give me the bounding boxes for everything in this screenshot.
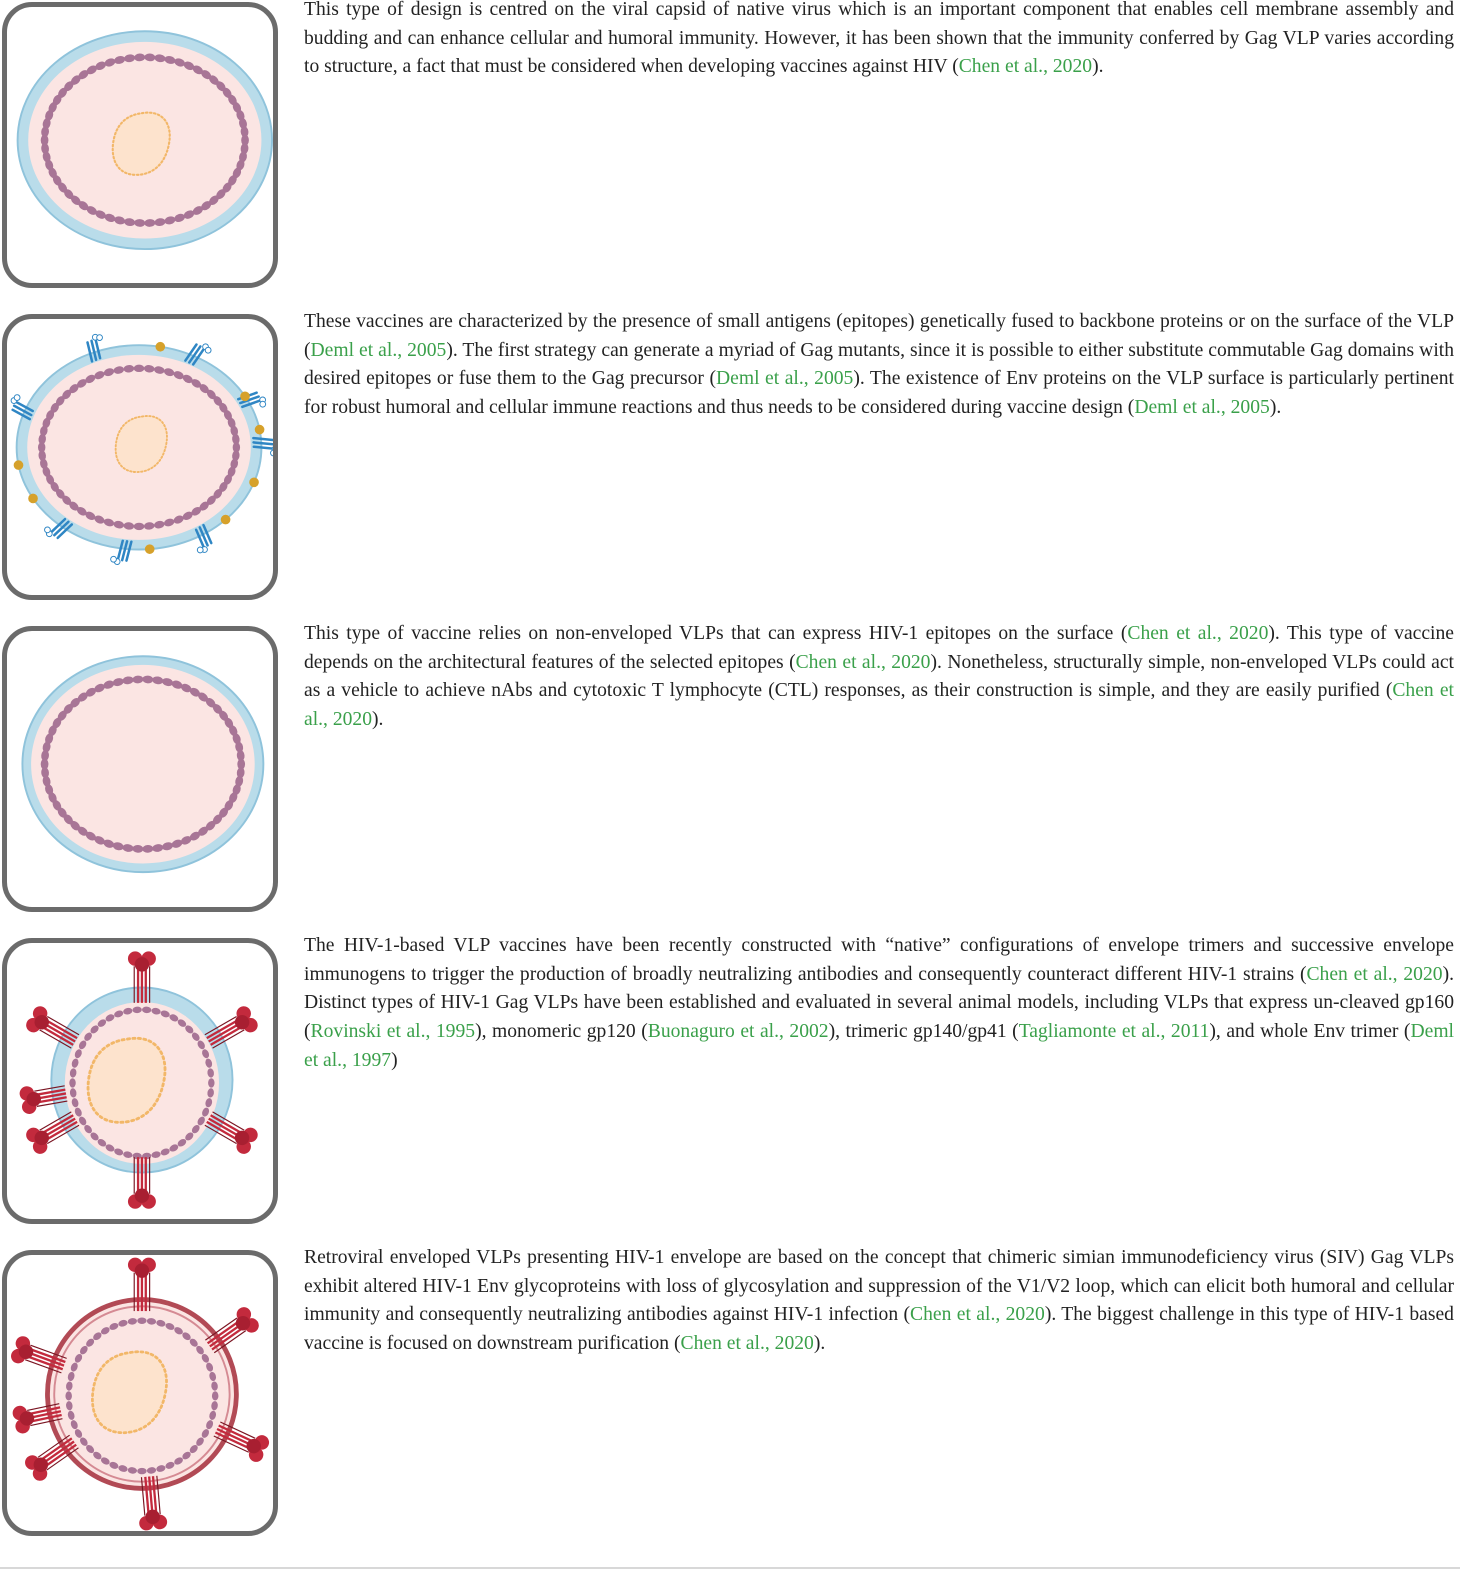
row-description [304, 620, 1454, 735]
body-text: ). Nonetheless, structurally simple, non-enveloped VLPs could act as a vehicle to achieve nAbs and cytotoxic T lymphocyte (CTL) responses, as their construction is simple, and they are easily purified ( [304, 651, 1454, 702]
retroviral-enveloped-vlp-diagram [7, 1255, 273, 1531]
citation-link[interactable]: Deml et al., 2005 [1134, 397, 1270, 419]
gold-epitope-dot [14, 460, 24, 470]
citation-link[interactable]: Chen et al., 2020 [958, 56, 1093, 78]
gag-vlp-figure [2, 2, 278, 288]
page-divider [0, 1567, 1460, 1569]
body-text: ). [1092, 56, 1104, 78]
env-trimer-vlp-figure [2, 938, 278, 1224]
row-description [304, 1244, 1454, 1359]
gold-epitope-dot [155, 342, 165, 352]
citation-link[interactable]: Rovinski et al., 1995 [310, 1021, 476, 1043]
gold-epitope-dot [249, 477, 259, 487]
epitope-tip [110, 556, 116, 562]
non-enveloped-vlp-figure [2, 626, 278, 912]
retroviral-enveloped-vlp-figure [2, 1250, 278, 1536]
env-trimer-spike [9, 1334, 69, 1379]
gag-protein [137, 1468, 146, 1474]
row-description [304, 308, 1454, 423]
body-text: ) [391, 1049, 398, 1071]
body-text: This type of design is centred on the viral capsid of native virus which is an important component that enables cell membrane assembly and budding and can enhance cellular and humoral immunity. However, it has been shown that the immunity conferred by Gag VLP varies according to structure, a fact that must be considered when developing vaccines against HIV ( [304, 0, 1454, 78]
spike-head [135, 1263, 149, 1277]
gold-epitope-dot [221, 515, 231, 525]
body-text: The HIV-1-based VLP vaccines have been recently constructed with “native” configurations of envelope trimers and successive envelope immunogens to trigger the production of broadly neutralizing antibodies and consequently counteract different HIV-1 strains ( [304, 935, 1454, 985]
gag-protein [65, 1391, 71, 1400]
citation-link[interactable]: Chen et al., 2020 [1306, 963, 1443, 985]
citation-link[interactable]: Deml et al., 2005 [310, 339, 447, 361]
body-text: ), and whole Env trimer ( [1209, 1021, 1411, 1043]
body-text: ). Distinct types of HIV-1 Gag VLPs have been established and evaluated in several animal models, including VLPs that express un-cleaved gp160 ( [304, 963, 1454, 1043]
gag-protein [212, 1391, 218, 1400]
citation-link[interactable]: Tagliamonte et al., 2011 [1018, 1021, 1210, 1043]
epitope-vlp-diagram [7, 319, 273, 595]
env-trimer-vlp-diagram [7, 943, 273, 1219]
epitope-vlp-figure [2, 314, 278, 600]
gag-protein [134, 365, 145, 372]
spike-head [135, 1188, 149, 1202]
gold-epitope-dot [28, 494, 38, 504]
gag-protein [137, 1317, 146, 1323]
body-text: ), trimeric gp140/gp41 ( [828, 1021, 1019, 1043]
gold-epitope-dot [255, 425, 265, 435]
row-description [304, 932, 1454, 1076]
body-text: ). This type of vaccine depends on the architectural features of the selected epitopes ( [304, 623, 1454, 673]
body-text: ). The first strategy can generate a myriad of Gag mutants, since it is possible to either substitute commutable Gag domains with desired epitopes or fuse them to the Gag precursor ( [304, 339, 1455, 390]
gag-protein [134, 523, 145, 530]
body-text: ). [813, 1333, 826, 1355]
body-text: Retroviral enveloped VLPs presenting HIV-1 envelope are based on the concept that chimeric simian immunodeficiency virus (SIV) Gag VLPs exhibit altered HIV-1 Env glycoproteins with loss of glycosylation and suppression of the V1/V2 loop, which can elicit both humoral and cellular immunity and consequently neutralizing antibodies against HIV-1 infection ( [304, 1247, 1454, 1326]
body-text: ). [372, 709, 384, 731]
gag-vlp-diagram [7, 7, 273, 283]
citation-link[interactable]: Chen et al., 2020 [304, 680, 1454, 731]
citation-link[interactable]: Chen et al., 2020 [680, 1333, 814, 1355]
gold-epitope-dot [145, 544, 155, 554]
citation-link[interactable]: Chen et al., 2020 [910, 1304, 1045, 1326]
citation-link[interactable]: Chen et al., 2020 [1127, 623, 1269, 644]
row-description [304, 0, 1454, 82]
citation-link[interactable]: Chen et al., 2020 [795, 651, 931, 673]
gag-protein [69, 1078, 75, 1087]
body-text: ). [1269, 397, 1282, 419]
vlp-interior [31, 665, 255, 864]
epitope-tip [270, 450, 273, 456]
non-enveloped-vlp-diagram [7, 631, 273, 907]
body-text: ). The existence of Env proteins on the VLP surface is particularly pertinent for robust humoral and cellular immune reactions and thus needs to be considered during vaccine design ( [304, 368, 1454, 419]
body-text: ). The biggest challenge in this type of HIV-1 based vaccine is focused on downstream purification ( [304, 1304, 1454, 1355]
gold-epitope-dot [240, 391, 250, 401]
citation-link[interactable]: Deml et al., 1997 [304, 1021, 1454, 1071]
body-text: This type of vaccine relies on non-enveloped VLPs that can express HIV-1 epitopes on the surface ( [304, 623, 1128, 644]
spike-head [135, 957, 149, 971]
body-text: ), monomeric gp120 ( [475, 1021, 648, 1043]
gag-protein [208, 1078, 214, 1087]
citation-link[interactable]: Buonaguro et al., 2002 [647, 1021, 829, 1043]
body-text: These vaccines are characterized by the presence of small antigens (epitopes) genetically fused to backbone proteins or on the surface of the VLP ( [304, 311, 1454, 361]
citation-link[interactable]: Deml et al., 2005 [716, 368, 854, 390]
